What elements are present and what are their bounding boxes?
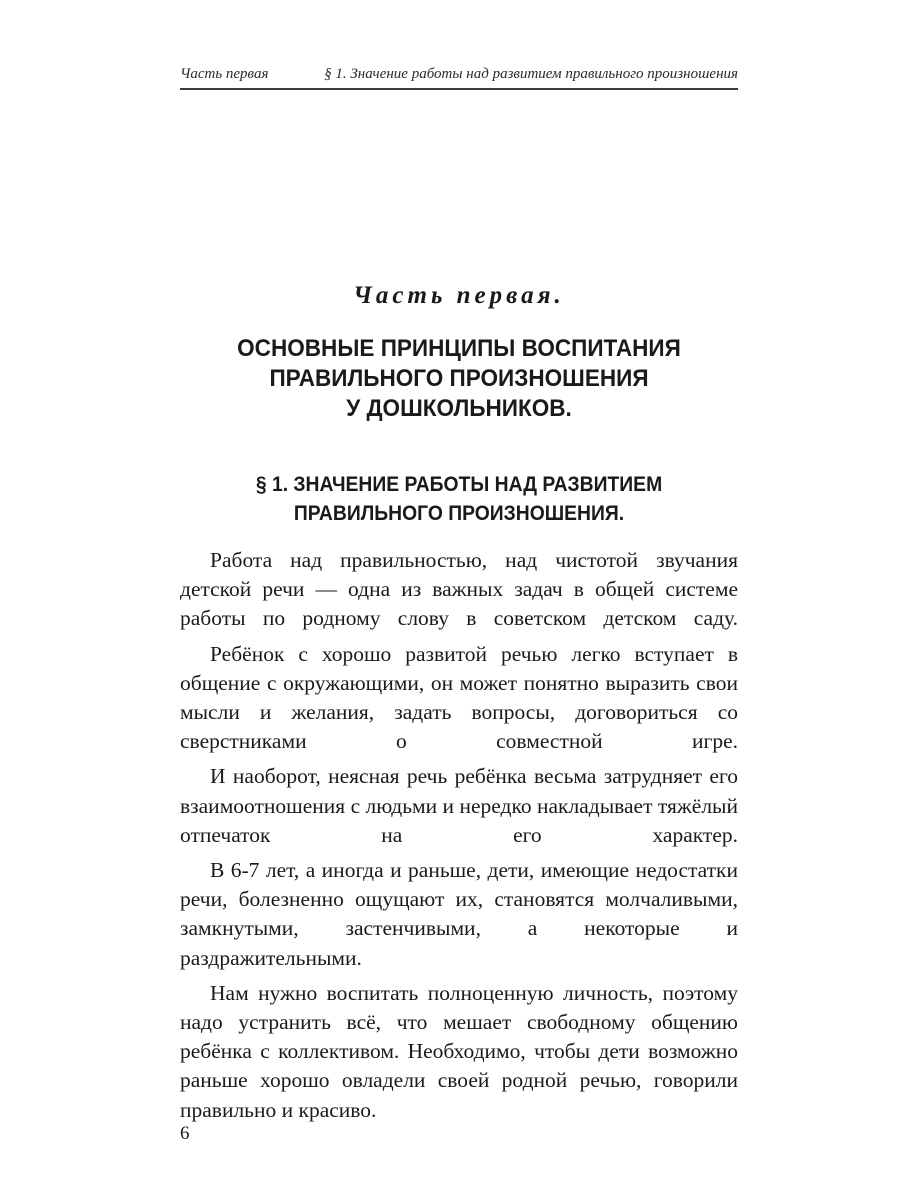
header-rule xyxy=(180,88,738,90)
paragraph: Работа над правильностью, над чистотой звучания детской речи — одна из важных задач в общей системе работы по родному слову в советском детском саду. xyxy=(180,548,738,631)
running-head xyxy=(180,62,738,86)
main-heading-line: ОСНОВНЫЕ ПРИНЦИПЫ ВОСПИТАНИЯ xyxy=(237,335,681,362)
section-heading xyxy=(202,470,715,528)
running-head-right: § 1. Значение работы над развитием правильного произношения xyxy=(324,66,738,82)
paragraph: Ребёнок с хорошо развитой речью легко вступает в общение с окружающими, он может понятно выразить свои мысли и желания, задать вопросы, договориться со сверстниками о совместной игре. xyxy=(180,641,738,754)
section-heading-line: § 1. ЗНАЧЕНИЕ РАБОТЫ НАД РАЗВИТИЕМ xyxy=(255,473,663,496)
section-heading-line: ПРАВИЛЬНОГО ПРОИЗНОШЕНИЯ. xyxy=(293,502,625,525)
paragraph: Нам нужно воспитать полноценную личность, поэтому надо устранить всё, что мешает свободному общению ребёнка с коллективом. Необходимо, чтобы дети возможно раньше хорошо овладели своей родной речью, говорили правильно и красиво. xyxy=(180,980,738,1122)
page-number: 6 xyxy=(180,1123,190,1144)
main-heading xyxy=(202,334,715,424)
body-text xyxy=(180,546,738,1131)
running-head-left: Часть первая xyxy=(180,66,269,82)
paragraph: В 6-7 лет, а иногда и раньше, дети, имеющие недостатки речи, болезненно ощущают их, становятся молчаливыми, замкнутыми, застенчивыми, а некоторые и раздражительными. xyxy=(180,858,738,970)
main-heading-line: У ДОШКОЛЬНИКОВ. xyxy=(346,395,572,422)
main-heading-line: ПРАВИЛЬНОГО ПРОИЗНОШЕНИЯ xyxy=(269,365,649,392)
part-title: Часть первая. xyxy=(353,282,565,309)
paragraph: И наоборот, неясная речь ребёнка весьма затрудняет его взаимоотношения с людьми и нередко накладывает тяжёлый отпечаток на его характер. xyxy=(180,764,738,847)
